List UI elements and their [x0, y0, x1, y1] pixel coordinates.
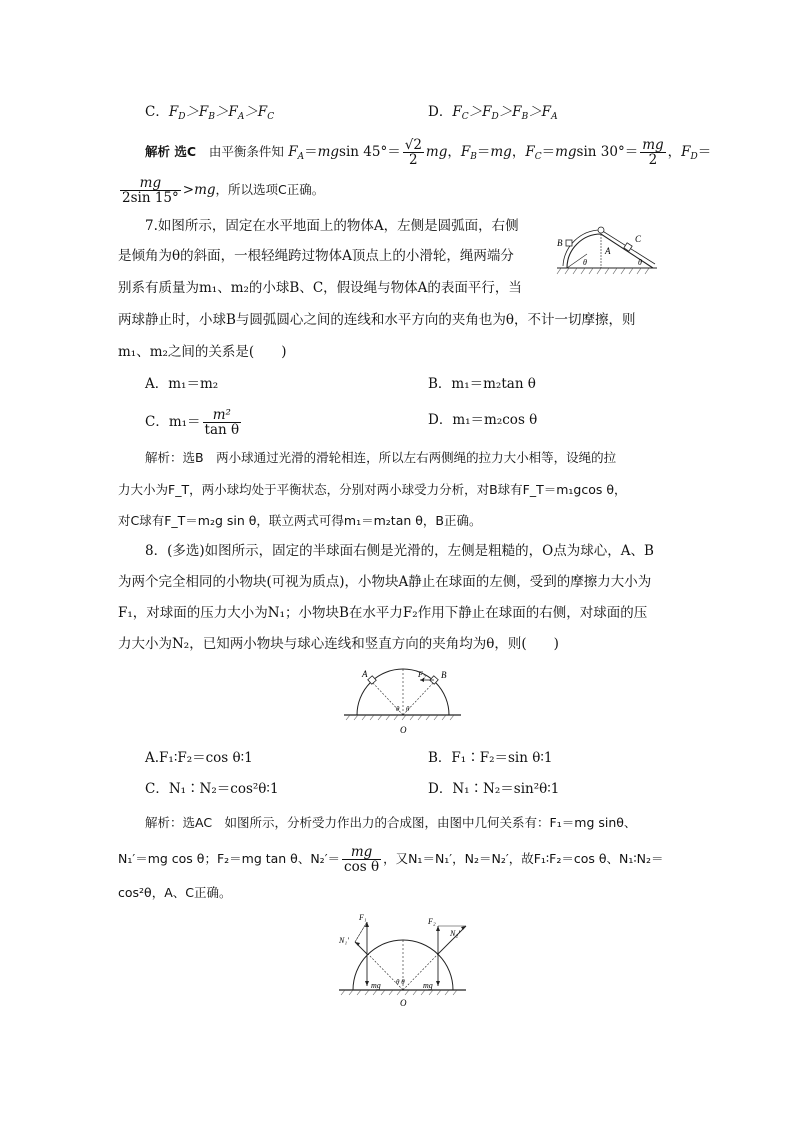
q6-solution-line2: $\frac{mg}{2\sin 15^\circ}$ >mg，所以选项C正确。 [122, 175, 325, 206]
q8-stem-line3: F₁，对球面的压力大小为N₁；小物块B在水平力F₂作用下静止在球面的右侧，对球面的压 [118, 605, 648, 621]
svg-text:θ θ: θ θ [396, 978, 405, 986]
q7-stem-line2: 是倾角为θ的斜面，一根轻绳跨过物体A顶点上的小滑轮，绳两端分 [118, 248, 514, 264]
q7-solution-line1: 解析：选B 两小球通过光滑的滑轮相连，所以左右两侧绳的拉力大小相等，设绳的拉 [145, 450, 617, 465]
q8-stem-line1: 8．(多选)如图所示，固定的半球面右侧是光滑的，左侧是粗糙的，O点为球心，A、B [145, 543, 654, 559]
svg-text:mg: mg [423, 981, 433, 990]
q8-stem-line2: 为两个完全相同的小物块(可视为质点)，小物块A静止在球面的左侧，受到的摩擦力大小为 [118, 574, 652, 590]
q8-figure [340, 665, 465, 737]
q8-solution-line2: N₁′＝mg cos θ；F₂＝mg tan θ、N₂′＝ $\frac{mg}{\text{cos θ}}$ ，又N₁＝N₁′，N₂＝N₂′，故F₁∶F₂＝cos θ、N₁∶N₂＝ [118, 844, 664, 875]
svg-text:B: B [557, 238, 563, 248]
svg-text:θ: θ [406, 705, 410, 713]
svg-text:B: B [441, 670, 447, 680]
svg-text:mg: mg [371, 981, 381, 990]
q7-stem-line3: 别系有质量为m₁、m₂的小球B、C，假设绳与物体A的表面平行，当 [118, 280, 522, 296]
q7-stem-line4: 两球静止时，小球B与圆弧圆心之间的连线和水平方向的夹角也为θ，不计一切摩擦，则 [118, 312, 636, 328]
q7-solution-line2: 力大小为F_T，两小球均处于平衡状态，分别对两小球受力分析，对B球有F_T＝m₁gcos θ， [118, 482, 627, 497]
svg-text:N₂′: N₂′ [450, 929, 460, 938]
svg-text:F₂: F₂ [428, 917, 436, 926]
svg-text:O: O [400, 998, 407, 1008]
svg-text:θ: θ [396, 705, 400, 713]
q7-option-c: C．m₁＝ $\frac{\text{m²}}{\text{tan θ}}$ [145, 407, 240, 438]
svg-text:N₁′: N₁′ [339, 936, 349, 945]
q7-figure [555, 218, 660, 278]
q7-option-b: B．m₁＝m₂tan θ [428, 376, 536, 392]
svg-text:A: A [605, 246, 611, 256]
q8-option-d: D．N₁∶N₂＝sin²θ∶1 [428, 781, 560, 797]
sol8-figure [335, 908, 470, 1013]
q8-solution-line1: 解析：选AC 如图所示，分析受力作出力的合成图，由图中几何关系有：F₁＝mg sinθ、 [145, 815, 637, 830]
q6-solution-line1: 解析 选C 由平衡条件知 $F_A=mgsin$ 45°＝ $\frac{√2}{2}$ mg，$F_B=mg$，$F_C=mgsin$ 30°＝ $\frac{mg}{2}$ ，$F_D=$ [145, 137, 712, 168]
q6-option-c: C．$F_D>F_B>F_A>F_C$ [145, 104, 275, 122]
q7-option-d: D．m₁＝m₂cos θ [428, 412, 538, 428]
svg-text:F₂: F₂ [418, 670, 426, 679]
svg-text:θ: θ [583, 258, 587, 267]
q7-stem-line1: 7.如图所示，固定在水平地面上的物体A，左侧是圆弧面，右侧 [145, 218, 519, 234]
svg-text:F₁: F₁ [359, 913, 367, 922]
q8-option-b: B．F₁∶F₂＝sin θ∶1 [428, 750, 553, 766]
q7-option-a: A．m₁＝m₂ [145, 376, 219, 392]
svg-text:C: C [635, 234, 642, 244]
svg-text:A: A [362, 669, 368, 679]
q8-option-c: C．N₁∶N₂＝cos²θ∶1 [145, 781, 279, 797]
svg-text:O: O [400, 725, 407, 735]
q7-solution-line3: 对C球有F_T＝m₂g sin θ，联立两式可得m₁＝m₂tan θ，B正确。 [118, 513, 482, 528]
q6-option-d: D．$F_C>F_D>F_B>F_A$ [428, 104, 558, 122]
svg-text:θ: θ [638, 258, 642, 267]
q8-solution-line3: cos²θ，A、C正确。 [118, 885, 232, 900]
q8-option-a: A.F₁∶F₂＝cos θ∶1 [145, 750, 253, 766]
q7-stem-line5: m₁、m₂之间的关系是( ) [118, 344, 287, 360]
q8-stem-line4: 力大小为N₂，已知两小物块与球心连线和竖直方向的夹角均为θ，则( ) [118, 636, 559, 652]
